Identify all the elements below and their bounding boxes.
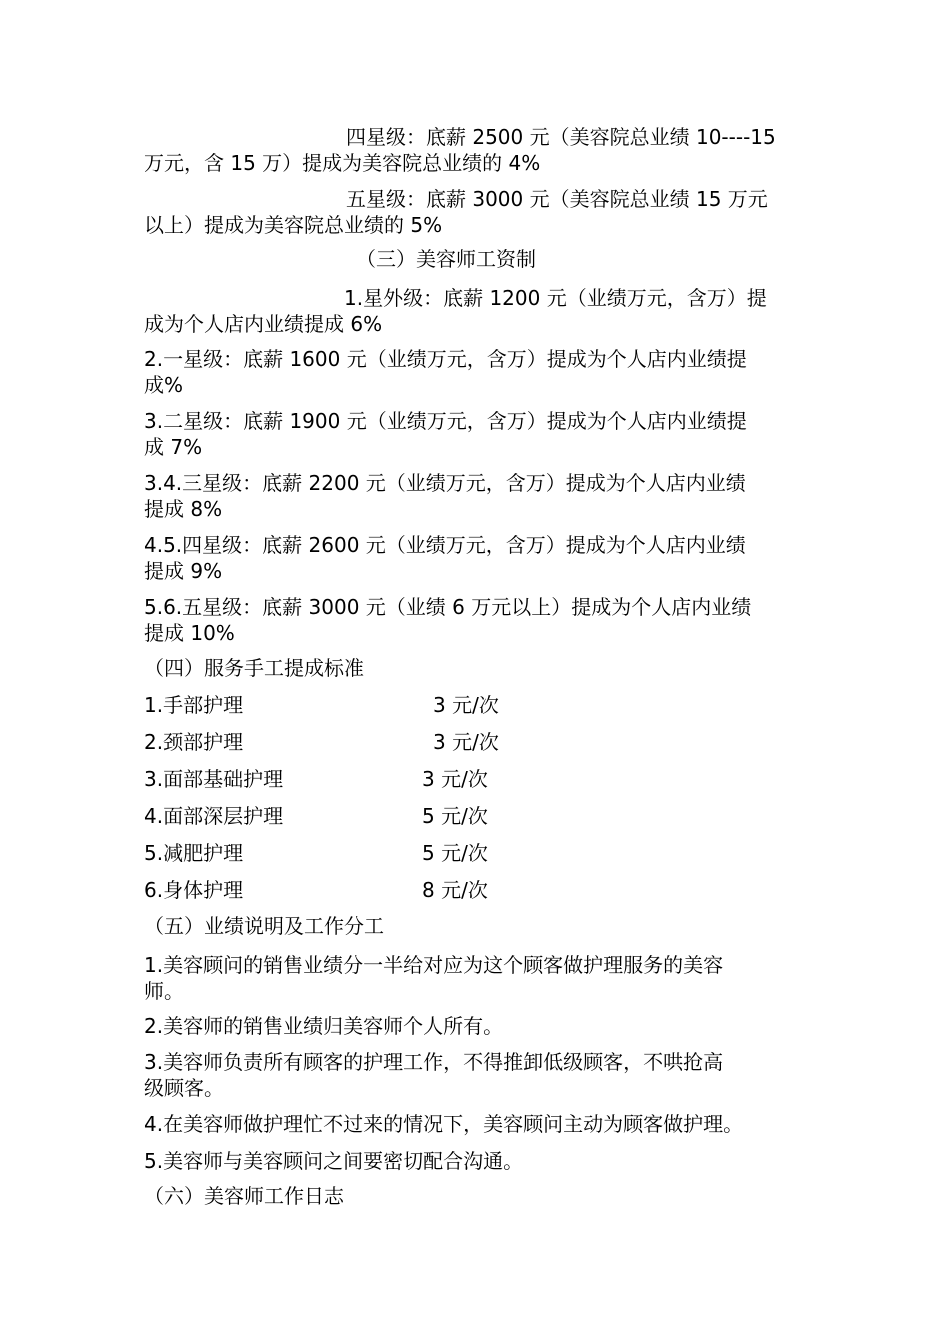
five-star-line1: 五星级：底薪 3000 元（美容院总业绩 15 万元 — [346, 187, 768, 211]
service-name-5: 5.减肥护理 — [144, 841, 244, 865]
beautician-item-4-line2: 提成 8% — [144, 497, 223, 521]
section6-heading: （六）美容师工作日志 — [144, 1184, 344, 1208]
beautician-item-6-line2: 提成 10% — [144, 621, 235, 645]
section5-heading: （五）业绩说明及工作分工 — [144, 914, 384, 938]
beautician-item-2-line1: 2.一星级：底薪 1600 元（业绩万元，含万）提成为个人店内业绩提 — [144, 347, 747, 371]
service-name-6: 6.身体护理 — [144, 878, 244, 902]
beautician-item-4-line1: 3.4.三星级：底薪 2200 元（业绩万元，含万）提成为个人店内业绩 — [144, 471, 746, 495]
four-star-line1: 四星级：底薪 2500 元（美容院总业绩 10----15 — [346, 125, 776, 149]
beautician-item-6-line1: 5.6.五星级：底薪 3000 元（业绩 6 万元以上）提成为个人店内业绩 — [144, 595, 752, 619]
duty-3-line2: 级顾客。 — [144, 1076, 224, 1100]
beautician-item-3-line1: 3.二星级：底薪 1900 元（业绩万元，含万）提成为个人店内业绩提 — [144, 409, 747, 433]
duty-1-line2: 师。 — [144, 979, 184, 1003]
beautician-item-2-line2: 成% — [144, 373, 184, 397]
service-price-3: 3 元/次 — [422, 767, 488, 791]
section4-heading: （四）服务手工提成标准 — [144, 656, 364, 680]
duty-5: 5.美容师与美容顾问之间要密切配合沟通。 — [144, 1149, 524, 1173]
service-price-1: 3 元/次 — [433, 693, 499, 717]
service-price-2: 3 元/次 — [433, 730, 499, 754]
duty-1-line1: 1.美容顾问的销售业绩分一半给对应为这个顾客做护理服务的美容 — [144, 953, 724, 977]
service-name-4: 4.面部深层护理 — [144, 804, 284, 828]
service-price-4: 5 元/次 — [422, 804, 488, 828]
service-price-5: 5 元/次 — [422, 841, 488, 865]
beautician-item-3-line2: 成 7% — [144, 435, 203, 459]
duty-3-line1: 3.美容师负责所有顾客的护理工作，不得推卸低级顾客，不哄抢高 — [144, 1050, 724, 1074]
duty-4: 4.在美容师做护理忙不过来的情况下，美容顾问主动为顾客做护理。 — [144, 1112, 744, 1136]
beautician-item-5-line2: 提成 9% — [144, 559, 223, 583]
five-star-line2: 以上）提成为美容院总业绩的 5% — [144, 213, 443, 237]
duty-2: 2.美容师的销售业绩归美容师个人所有。 — [144, 1014, 504, 1038]
beautician-item-1-line2: 成为个人店内业绩提成 6% — [144, 312, 383, 336]
beautician-item-5-line1: 4.5.四星级：底薪 2600 元（业绩万元，含万）提成为个人店内业绩 — [144, 533, 746, 557]
section3-heading: （三）美容师工资制 — [356, 247, 536, 271]
service-price-6: 8 元/次 — [422, 878, 488, 902]
service-name-2: 2.颈部护理 — [144, 730, 244, 754]
four-star-line2: 万元，含 15 万）提成为美容院总业绩的 4% — [144, 151, 541, 175]
beautician-item-1-line1: 1.星外级：底薪 1200 元（业绩万元，含万）提 — [344, 286, 767, 310]
service-name-1: 1.手部护理 — [144, 693, 244, 717]
service-name-3: 3.面部基础护理 — [144, 767, 284, 791]
